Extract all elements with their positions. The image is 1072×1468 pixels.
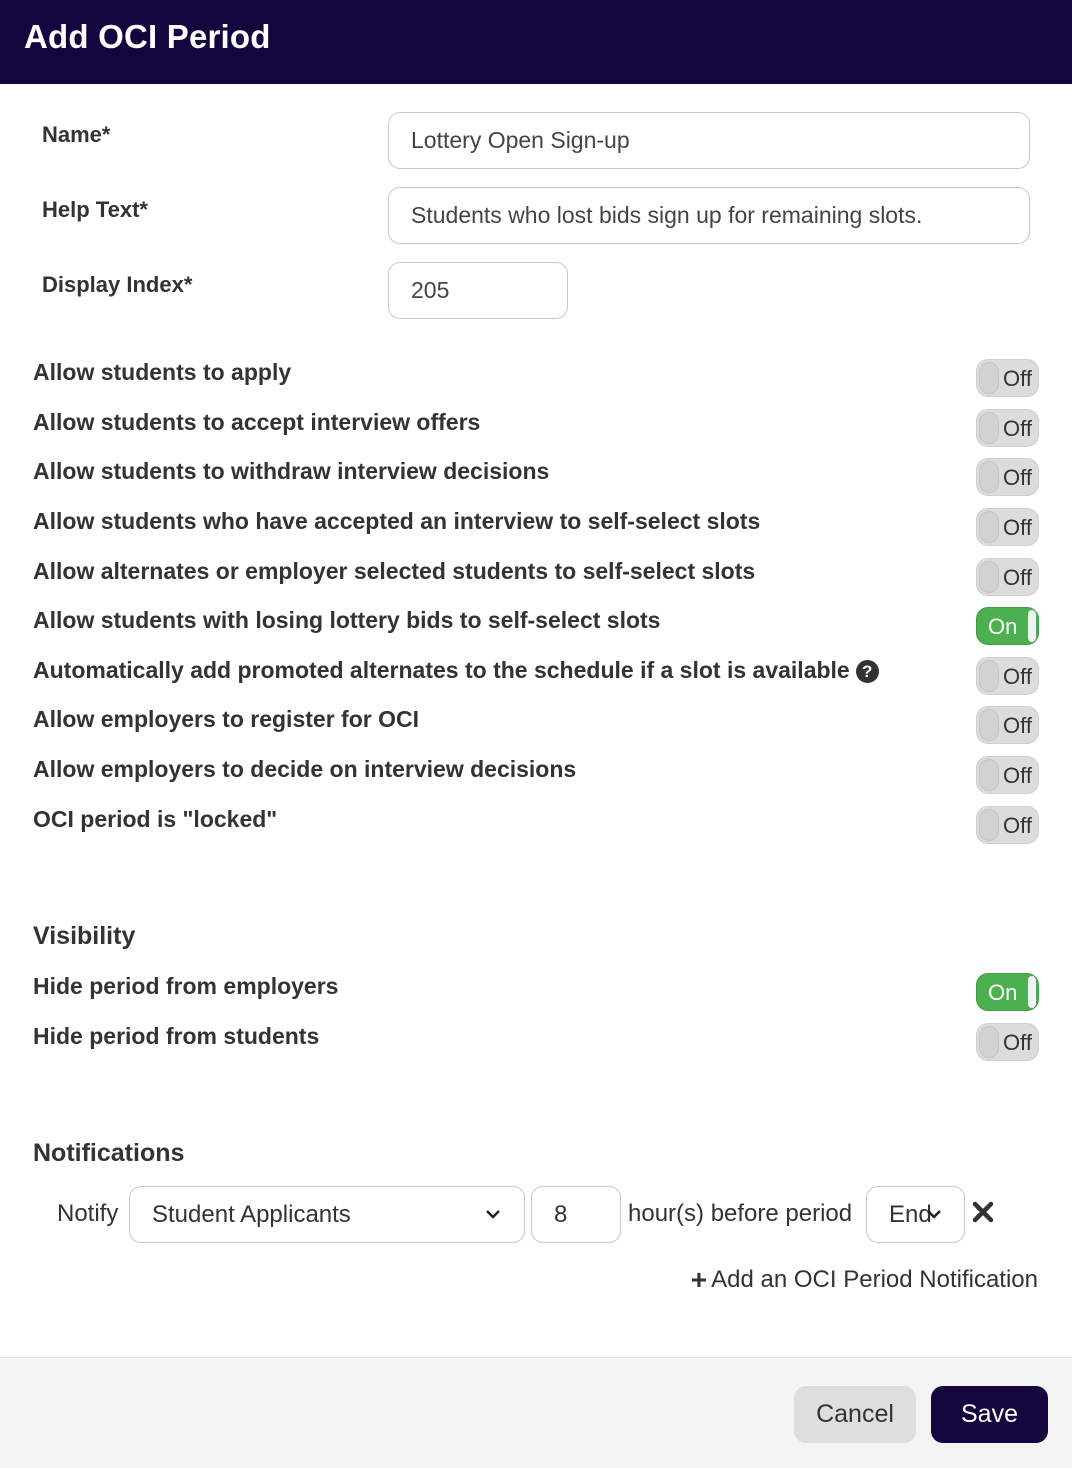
toggle-state: Off [1003,565,1032,590]
toggle-label: Allow students with losing lottery bids to self-select slots [33,607,661,633]
allow-withdraw-toggle[interactable] [976,458,1039,496]
toggle-row [0,756,1072,796]
add-notification-link[interactable] [691,1264,1038,1296]
toggle-knob [979,511,999,543]
toggle-knob [979,561,999,593]
hide-from-students-toggle[interactable] [976,1023,1039,1061]
toggle-label: Allow alternates or employer selected students to self-select slots [33,558,756,584]
hide-from-employers-toggle[interactable] [976,973,1039,1011]
hours-input[interactable]: 8 [531,1186,621,1243]
name-label: Name* [42,122,111,147]
toggle-knob [979,412,999,444]
remove-notification-icon[interactable] [972,1201,994,1223]
help-text-input[interactable]: Students who lost bids sign up for remaining slots. [388,187,1030,244]
modal-footer [0,1357,1072,1468]
visibility-section-title: Visibility [33,922,136,950]
toggle-row [0,607,1072,647]
modal-header [0,0,1072,84]
recipient-select-value: Student Applicants [152,1201,351,1228]
toggle-knob [979,362,999,394]
toggle-label: Allow students to withdraw interview decisions [33,458,550,484]
question-circle-icon[interactable]: ? [856,660,879,683]
toggle-state: Off [1003,1030,1032,1055]
toggle-state: Off [1003,416,1032,441]
add-notification-text: Add an OCI Period Notification [711,1266,1038,1293]
toggle-knob [979,1026,999,1058]
toggle-knob [979,461,999,493]
plus-icon: + [690,1264,708,1295]
allow-employer-register-toggle[interactable] [976,706,1039,744]
toggle-knob [979,709,999,741]
display-index-label: Display Index* [42,272,193,297]
toggle-label: Allow employers to decide on interview decisions [33,756,577,782]
auto-add-alternates-toggle[interactable] [976,657,1039,695]
toggle-knob [979,809,999,841]
toggle-row [0,458,1072,498]
toggle-knob [1028,976,1036,1008]
toggle-row [0,706,1072,746]
toggle-state: Off [1003,813,1032,838]
allow-accepted-self-select-toggle[interactable] [976,508,1039,546]
notify-label: Notify [57,1200,119,1227]
allow-apply-toggle[interactable] [976,359,1039,397]
toggle-knob [979,660,999,692]
toggle-state: Off [1003,713,1032,738]
toggle-label: Allow students who have accepted an interview to self-select slots [33,508,761,534]
toggle-row [0,409,1072,449]
toggle-row [0,973,1072,1013]
save-button[interactable]: Save [931,1386,1048,1443]
toggle-row [0,1023,1072,1063]
toggle-row [0,359,1072,399]
toggle-label: Allow students to accept interview offers [33,409,481,435]
toggle-state: On [988,980,1018,1005]
allow-employer-decide-toggle[interactable] [976,756,1039,794]
chevron-down-icon [926,1206,942,1222]
toggle-state: Off [1003,763,1032,788]
toggle-knob [979,759,999,791]
hours-before-text: hour(s) before period [628,1200,853,1227]
toggle-knob [1028,610,1036,642]
toggle-label: Allow employers to register for OCI [33,706,419,732]
toggle-state: Off [1003,664,1032,689]
modal-title: Add OCI Period [24,18,271,55]
cancel-button[interactable]: Cancel [794,1386,916,1443]
toggle-state: Off [1003,366,1032,391]
name-input[interactable]: Lottery Open Sign-up [388,112,1030,169]
period-locked-toggle[interactable] [976,806,1039,844]
period-point-select[interactable] [866,1186,965,1243]
chevron-down-icon [485,1206,501,1222]
allow-accept-offers-toggle[interactable] [976,409,1039,447]
toggle-row [0,558,1072,598]
toggle-state: Off [1003,465,1032,490]
notifications-section-title: Notifications [33,1139,185,1167]
toggle-label: Hide period from students [33,1023,320,1049]
toggle-label: Hide period from employers [33,973,339,999]
allow-losing-bids-self-select-toggle[interactable] [976,607,1039,645]
toggle-state: On [988,614,1018,639]
toggle-state: Off [1003,515,1032,540]
recipient-select[interactable] [129,1186,525,1243]
help-text-label: Help Text* [42,197,148,222]
toggle-label: OCI period is "locked" [33,806,278,832]
period-point-value: End [889,1201,932,1228]
toggle-row [0,508,1072,548]
toggle-label: Allow students to apply [33,359,292,385]
toggle-row [0,806,1072,846]
toggle-row [0,657,1072,697]
toggle-label [33,657,879,684]
allow-alternates-self-select-toggle[interactable] [976,558,1039,596]
display-index-input[interactable]: 205 [388,262,568,319]
toggle-label-text: Automatically add promoted alternates to the schedule if a slot is available [33,657,850,683]
